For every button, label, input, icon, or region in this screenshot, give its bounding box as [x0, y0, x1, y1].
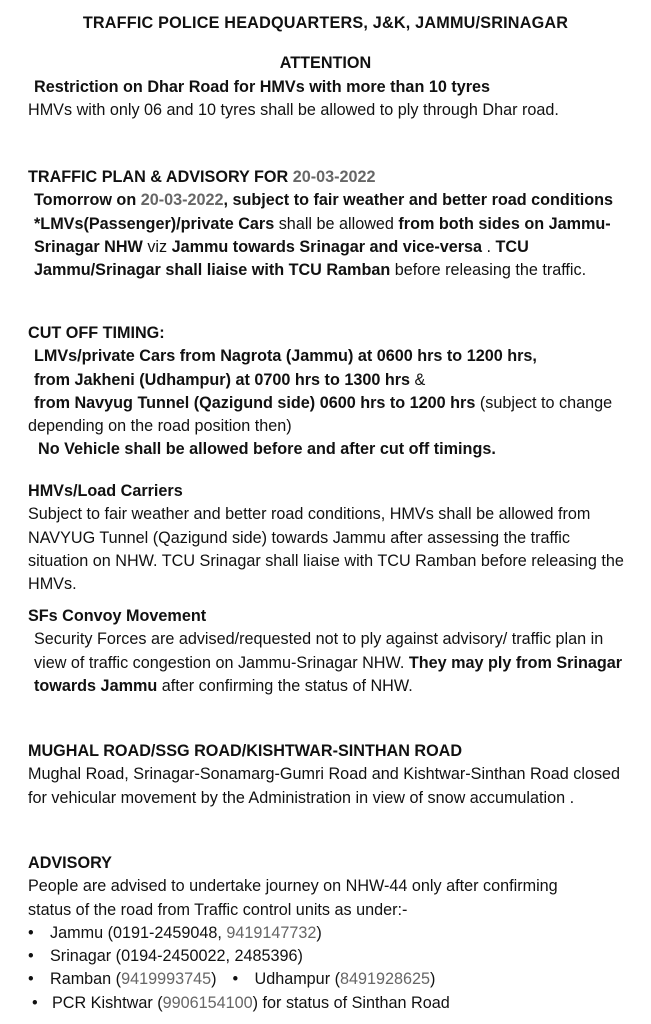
plan-text-a: Tomorrow on — [34, 191, 141, 210]
plan-text-h: TCU Jammu/Srinagar shall liaise with TCU Ramban — [34, 237, 529, 280]
bullet: • — [28, 970, 34, 989]
convoy-text-c: after confirming the status of NHW. — [157, 676, 413, 695]
plan-text-i: before releasing the traffic. — [390, 261, 587, 280]
pcr-number: 9906154100 — [162, 993, 253, 1012]
cutoff-line-3-text: from Navyug Tunnel (Qazigund side) 0600 hrs to 1200 hrs — [34, 393, 476, 412]
cutoff-line-1: LMVs/private Cars from Nagrota (Jammu) at 0600 hrs to 1200 hrs, — [34, 347, 537, 366]
convoy-text-a: Security Forces are advised/requested not to ply against advisory/ traffic plan in view of traffic congestion on Jammu-Srinagar NHW. — [34, 630, 604, 672]
restriction-heading: Restriction on Dhar Road for HMVs with more than 10 tyres — [34, 78, 491, 96]
cutoff-line-2-amp: & — [410, 370, 426, 389]
plan-heading-text: TRAFFIC PLAN & ADVISORY FOR — [28, 168, 293, 186]
advisory-intro: People are advised to undertake journey on NHW-44 only after confirming status of the road from Traffic control units as under:- — [28, 877, 558, 919]
cutoff-line-3 — [28, 392, 634, 439]
jammu-number: 9419147732 — [226, 923, 317, 942]
ramban-number: 9419993745 — [121, 970, 212, 989]
bullet: • — [32, 993, 38, 1012]
advisory-section — [28, 852, 634, 1015]
cutoff-line-2 — [28, 369, 634, 392]
cutoff-line-4: No Vehicle shall be allowed before and after cut off timings. — [38, 440, 496, 459]
plan-text-c: shall be allowed — [274, 214, 399, 233]
convoy-text-b: They may ply from Srinagar towards Jammu — [34, 653, 623, 695]
udhampur-number: 8491928625 — [339, 970, 430, 989]
udhampur-close: ) — [430, 970, 436, 989]
cutoff-section — [28, 322, 634, 462]
plan-date: 20-03-2022 — [140, 191, 224, 210]
plan-text-e: viz — [142, 237, 172, 256]
plan-text-d: from both sides on Jammu-Srinagar NHW — [34, 214, 611, 256]
cutoff-heading: CUT OFF TIMING: — [28, 324, 165, 342]
restriction-section — [28, 76, 634, 123]
bullet: • — [232, 970, 239, 989]
list-item-jammu — [28, 922, 634, 945]
convoy-section — [28, 605, 634, 698]
pcr-text: PCR Kishtwar ( — [52, 993, 163, 1012]
bullet: • — [28, 923, 34, 942]
hmv-body: Subject to fair weather and better road conditions, HMVs shall be allowed from NAVYUG Tunnel (Qazigund side) towards Jammu after assessing the traffic situation on NHW. TCU Srinagar shall liaise with TCU Ramban before releasing the HMVs. — [28, 505, 624, 594]
cutoff-line-3-rest: (subject to change depending on the road position then) — [28, 393, 613, 436]
restriction-body: HMVs with only 06 and 10 tyres shall be allowed to ply through Dhar road. — [28, 101, 559, 120]
udhampur-text: Udhampur ( — [254, 970, 340, 989]
list-item-pcr-kishtwar — [28, 992, 634, 1015]
plan-heading — [28, 166, 634, 189]
mughal-heading: MUGHAL ROAD/SSG ROAD/KISHTWAR-SINTHAN ROAD — [28, 742, 463, 760]
plan-heading-date: 20-03-2022 — [292, 168, 376, 186]
convoy-heading: SFs Convoy Movement — [28, 607, 207, 625]
mughal-body: Mughal Road, Srinagar-Sonamarg-Gumri Road and Kishtwar-Sinthan Road closed for vehicular movement by the Administration in view of snow accumulation . — [28, 765, 621, 807]
list-item-ramban-udhampur — [28, 968, 634, 991]
plan-body — [28, 189, 634, 282]
advisory-heading: ADVISORY — [28, 854, 112, 872]
mughal-section — [28, 740, 634, 810]
plan-text-f: Jammu towards Srinagar and vice-versa — [171, 237, 483, 256]
pcr-close: ) for status of Sinthan Road — [252, 993, 450, 1012]
jammu-close: ) — [316, 923, 322, 942]
plan-text-g: . — [482, 237, 496, 256]
plan-text-b: , subject to fair weather and better road conditions *LMVs(Passenger)/private Cars — [34, 191, 613, 233]
srinagar-text: Srinagar (0194-2450022, 2485396) — [50, 947, 303, 966]
hmv-heading: HMVs/Load Carriers — [28, 482, 183, 500]
ramban-close: ) — [211, 970, 217, 989]
convoy-body — [28, 628, 634, 698]
hmv-section — [28, 480, 634, 596]
attention-heading: ATTENTION — [279, 54, 372, 72]
bullet: • — [28, 947, 34, 966]
plan-section — [28, 166, 634, 282]
cutoff-line-2-text: from Jakheni (Udhampur) at 0700 hrs to 1300 hrs — [34, 370, 411, 389]
page-title: TRAFFIC POLICE HEADQUARTERS, J&K, JAMMU/SRINAGAR — [82, 14, 569, 32]
ramban-text: Ramban ( — [50, 970, 122, 989]
jammu-text: Jammu (0191-2459048, — [50, 923, 227, 942]
list-item-srinagar — [28, 945, 634, 968]
